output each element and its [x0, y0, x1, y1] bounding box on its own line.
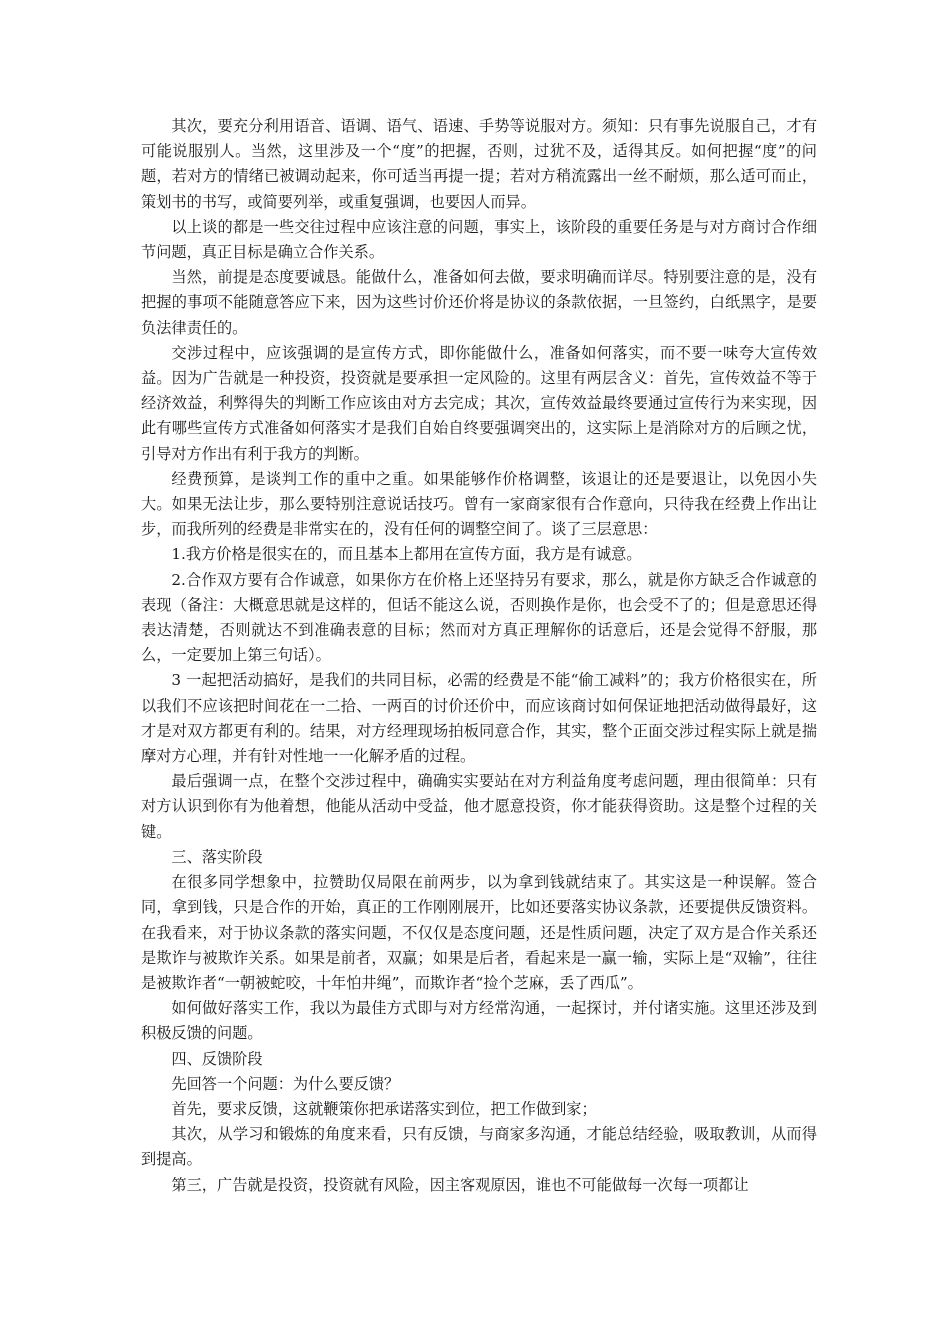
paragraph-promotion-method: 交涉过程中，应该强调的是宣传方式，即你能做什么，准备如何落实，而不要一味夸大宣传效益。因为广告就是一种投资，投资就是要承担一定风险的。这里有两层含义：首先，宣传效益不等于经济效益，利弊得失的判断工作应该由对方去完成；其次，宣传效益最终要通过宣传行为来实现，因此有哪些宣传方式准备如何落实才是我们自始自终要强调突出的，这实际上是消除对方的后顾之忧，引导对方作出有利于我方的判断。 — [141, 343, 817, 463]
paragraph-feedback-second: 其次，从学习和锻炼的角度来看，只有反馈，与商家多沟通，才能总结经验，吸取教训，从而得到提高。 — [141, 1125, 817, 1169]
list-item-point-2: 2.合作双方要有合作诚意，如果你方在价格上还坚持另有要求，那么，就是你方缺乏合作诚意的表现（备注：大概意思就是这样的，但话不能这么说，否则换作是你，也会受不了的；但是意思还得表达清楚，否则就达不到准确表意的目标；然而对方真正理解你的话意后，还是会觉得不舒服，那么，一定要加上第三句话）。 — [141, 570, 817, 665]
paragraph-feedback-third: 第三，广告就是投资，投资就有风险，因主客观原因，谁也不可能做每一次每一项都让 — [171, 1175, 749, 1194]
paragraph-feedback-first: 首先，要求反馈，这就鞭策你把承诺落实到位，把工作做到家； — [171, 1099, 597, 1118]
paragraph-persuasion-techniques: 其次，要充分利用语音、语调、语气、语速、手势等说服对方。须知：只有事先说服自己，才有可能说服别人。当然，这里涉及一个“度”的把握，否则，过犹不及，适得其反。如何把握“度”的问题，若对方的情绪已被调动起来，你可适当再提一提；若对方稍流露出一丝不耐烦，那么适可而止，策划书的书写，或简要列举，或重复强调，也要因人而异。 — [141, 117, 817, 211]
paragraph-negotiation-goal: 以上谈的都是一些交往过程中应该注意的问题，事实上，该阶段的重要任务是与对方商讨合作细节问题，真正目标是确立合作关系。 — [141, 217, 817, 262]
section-heading-implementation: 三、落实阶段 — [171, 847, 263, 866]
paragraph-feedback-question: 先回答一个问题：为什么要反馈？ — [171, 1074, 400, 1093]
section-heading-feedback: 四、反馈阶段 — [171, 1049, 263, 1068]
document-body — [141, 114, 817, 1198]
paragraph-key-point: 最后强调一点，在整个交涉过程中，确确实实要站在对方利益角度考虑问题，理由很简单：只有对方认识到你有为他着想，他能从活动中受益，他才愿意投资，你才能获得资助。这是整个过程的关键。 — [141, 772, 817, 841]
list-item-point-3: 3 一起把活动搞好，是我们的共同目标，必需的经费是不能“偷工减料”的；我方价格很实在，所以我们不应该把时间花在一二拾、一两百的讨价还价中，而应该商讨如何保证地把活动做得最好，这才是对双方都更有利的。结果，对方经理现场拍板同意合作，其实，整个正面交涉过程实际上就是揣摩对方心理，并有针对性地一一化解矛盾的过程。 — [141, 671, 817, 766]
list-item-point-1: 1.我方价格是很实在的，而且基本上都用在宣传方面，我方是有诚意。 — [171, 545, 642, 564]
paragraph-budget: 经费预算，是谈判工作的重中之重。如果能够作价格调整，该退让的还是要退让，以免因小失大。如果无法让步，那么要特别注意说话技巧。曾有一家商家很有合作意向，只待我在经费上作出让步，而我所列的经费是非常实在的，没有任何的调整空间了。谈了三层意思： — [141, 469, 817, 539]
paragraph-communication: 如何做好落实工作，我以为最佳方式即与对方经常沟通，一起探讨，并付诸实施。这里还涉及到积极反馈的问题。 — [141, 999, 817, 1043]
paragraph-sincere-attitude: 当然，前提是态度要诚恳。能做什么，准备如何去做，要求明确而详尽。特别要注意的是，没有把握的事项不能随意答应下来，因为这些讨价还价将是协议的条款依据，一旦签约，白纸黑字，是要负法律责任的。 — [141, 268, 817, 337]
paragraph-implementation: 在很多同学想象中，拉赞助仅局限在前两步，以为拿到钱就结束了。其实这是一种误解。签合同，拿到钱，只是合作的开始，真正的工作刚刚展开，比如还要落实协议条款，还要提供反馈资料。在我看来，对于协议条款的落实问题，不仅仅是态度问题，还是性质问题，决定了双方是合作关系还是欺诈与被欺诈关系。如果是前者，双赢；如果是后者，看起来是一赢一输，实际上是“双输”，往往是被欺诈者“一朝被蛇咬，十年怕井绳”，而欺诈者“捡个芝麻，丢了西瓜”。 — [141, 873, 817, 992]
